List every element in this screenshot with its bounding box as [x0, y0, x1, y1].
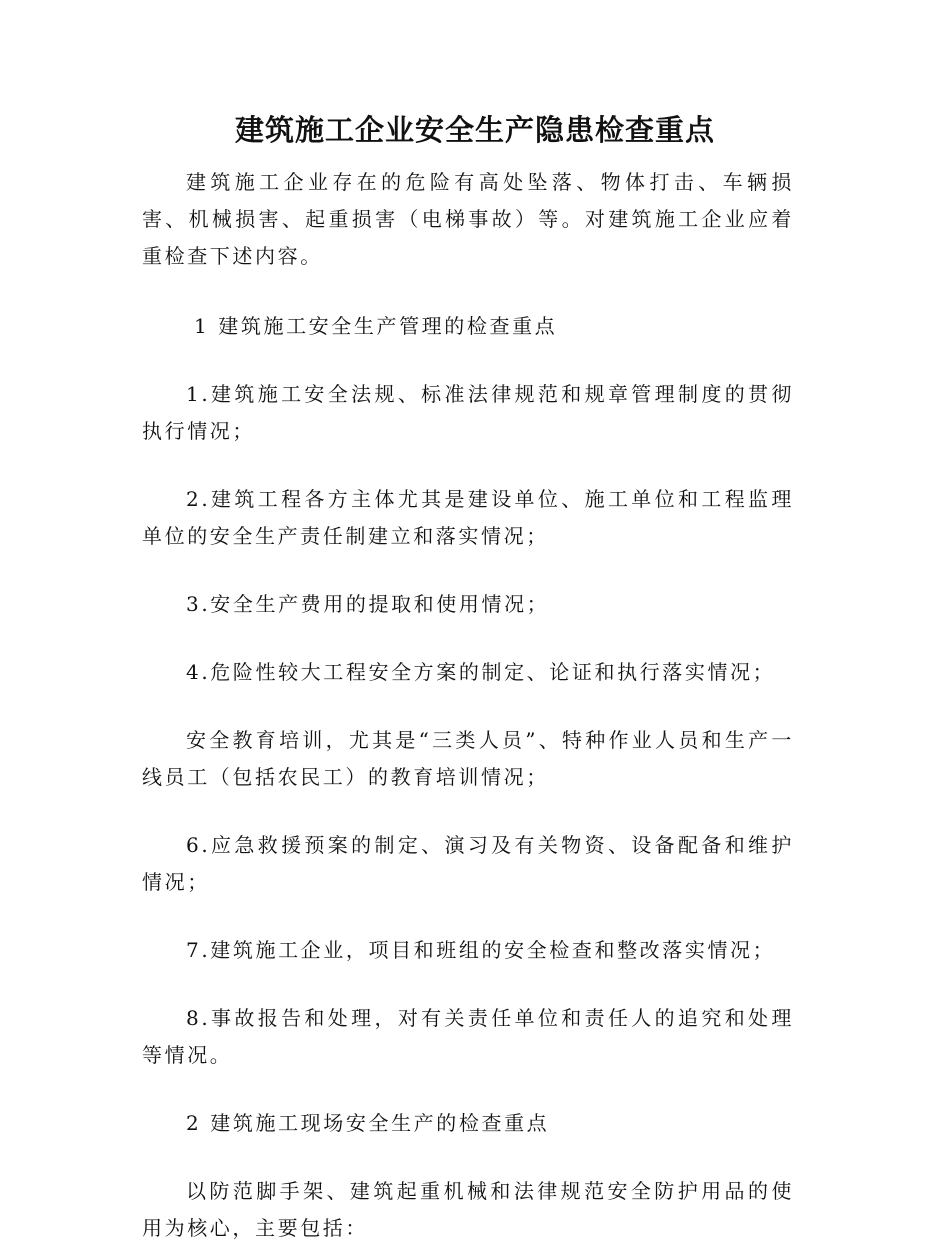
section-2-intro: 以防范脚手架、建筑起重机械和法律规范安全防护用品的使用为核心，主要包括：: [142, 1179, 794, 1240]
list-item: 8.事故报告和处理，对有关责任单位和责任人的追究和处理等情况。: [142, 1006, 794, 1067]
list-item: 安全教育培训，尤其是“三类人员”、特种作业人员和生产一线员工（包括农民工）的教育培训情况；: [142, 728, 794, 789]
list-item: 4.危险性较大工程安全方案的制定、论证和执行落实情况；: [186, 660, 776, 684]
section-2-heading: 2 建筑施工现场安全生产的检查重点: [186, 1111, 550, 1135]
list-item: 6.应急救援预案的制定、演习及有关物资、设备配备和维护情况；: [142, 833, 794, 894]
list-item: 2.建筑工程各方主体尤其是建设单位、施工单位和工程监理单位的安全生产责任制建立和落实情况；: [142, 487, 794, 548]
section-1-heading: 1 建筑施工安全生产管理的检查重点: [194, 314, 558, 338]
intro-paragraph: 建筑施工企业存在的危险有高处坠落、物体打击、车辆损害、机械损害、起重损害（电梯事故）等。对建筑施工企业应着重检查下述内容。: [142, 170, 794, 268]
list-item: 3.安全生产费用的提取和使用情况；: [186, 592, 550, 616]
document-title: 建筑施工企业安全生产隐患检查重点: [234, 113, 715, 147]
list-item: 1.建筑施工安全法规、标准法律规范和规章管理制度的贯彻执行情况；: [142, 382, 794, 443]
list-item: 7.建筑施工企业，项目和班组的安全检查和整改落实情况；: [186, 938, 776, 962]
document-body: [142, 164, 794, 1247]
